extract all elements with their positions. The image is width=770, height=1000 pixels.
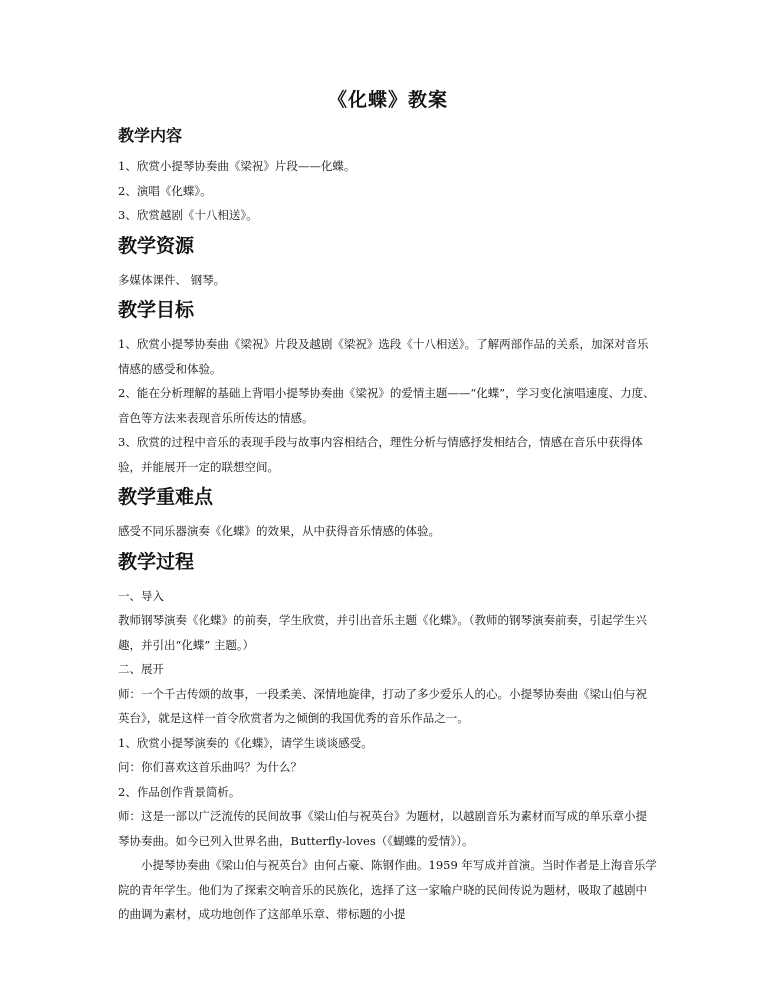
paragraph: 2、作品创作背景简析。 [118,784,241,799]
paragraph: 感受不同乐器演奏《化蝶》的效果，从中获得音乐情感的体验。 [118,524,440,538]
paragraph: 师：一个千古传颂的故事，一段柔美、深情地旋律，打动了多少爱乐人的心。小提琴协奏曲《梁山伯与祝英台》，就是这样一首令欣赏者为之倾倒的我国优秀的音乐作品之一。 [118,686,647,725]
section-heading: 教学资源 [118,234,195,257]
paragraph: 1、欣赏小提琴协奏曲《梁祝》片段及越剧《梁祝》选段《十八相送》。了解两部作品的关系，加深对音乐情感的感受和体验。 [118,337,649,376]
paragraph: 3、欣赏的过程中音乐的表现手段与故事内容相结合，理性分析与情感抒发相结合，情感在音乐中获得体验，并能展开一定的联想空间。 [118,435,643,474]
paragraph: 教师钢琴演奏《化蝶》的前奏，学生欣赏，并引出音乐主题《化蝶》。（教师的钢琴演奏前奏，引起学生兴趣，并引出“化蝶” 主题。） [118,613,647,652]
document-title: 《化蝶》教案 [327,89,448,111]
paragraph: 1、欣赏小提琴协奏曲《梁祝》片段——化蝶。 [118,159,356,173]
section-heading: 教学内容 [118,126,183,145]
paragraph: 问：你们喜欢这首乐曲吗？为什么？ [118,760,302,774]
paragraph: 2、演唱《化蝶》。 [118,183,212,198]
section-heading: 教学目标 [118,299,195,321]
section-teaching-goals [118,296,658,479]
document-page [118,86,658,927]
paragraph: 一、导入 [118,588,164,603]
paragraph: 3、欣赏越剧《十八相送》。 [118,208,258,222]
section-key-difficulties [118,483,658,544]
paragraph: 多媒体课件、 钢琴。 [118,272,226,287]
paragraph: 2、能在分析理解的基础上背唱小提琴协奏曲《梁祝》的爱情主题——“化蝶”，学习变化演唱速度、力度、音色等方法来表现音乐所传达的情感。 [118,386,655,425]
paragraph: 小提琴协奏曲《梁山伯与祝英台》由何占豪、陈钢作曲。1959 年写成并首演。当时作者是上海音乐学院的青年学生。他们为了探索交响音乐的民族化，选择了这一家喻户晓的民间传说为题材，吸取了越剧中的曲调为素材，成功地创作了这部单乐章、带标题的小提 [118,858,657,921]
section-heading: 教学过程 [118,550,195,573]
section-teaching-process [118,548,658,927]
paragraph: 师：这是一部以广泛流传的民间故事《梁山伯与祝英台》为题材，以越剧音乐为素材而写成的单乐章小提琴协奏曲。如今已列入世界名曲，Butterfly-loves（《蝴蝶的爱情》）。 [118,809,647,848]
section-heading: 教学重难点 [118,486,214,508]
paragraph: 二、展开 [118,662,164,676]
section-teaching-resources [118,232,658,293]
paragraph: 1、欣赏小提琴演奏的《化蝶》，请学生谈谈感受。 [118,735,373,750]
section-teaching-content [118,124,658,228]
